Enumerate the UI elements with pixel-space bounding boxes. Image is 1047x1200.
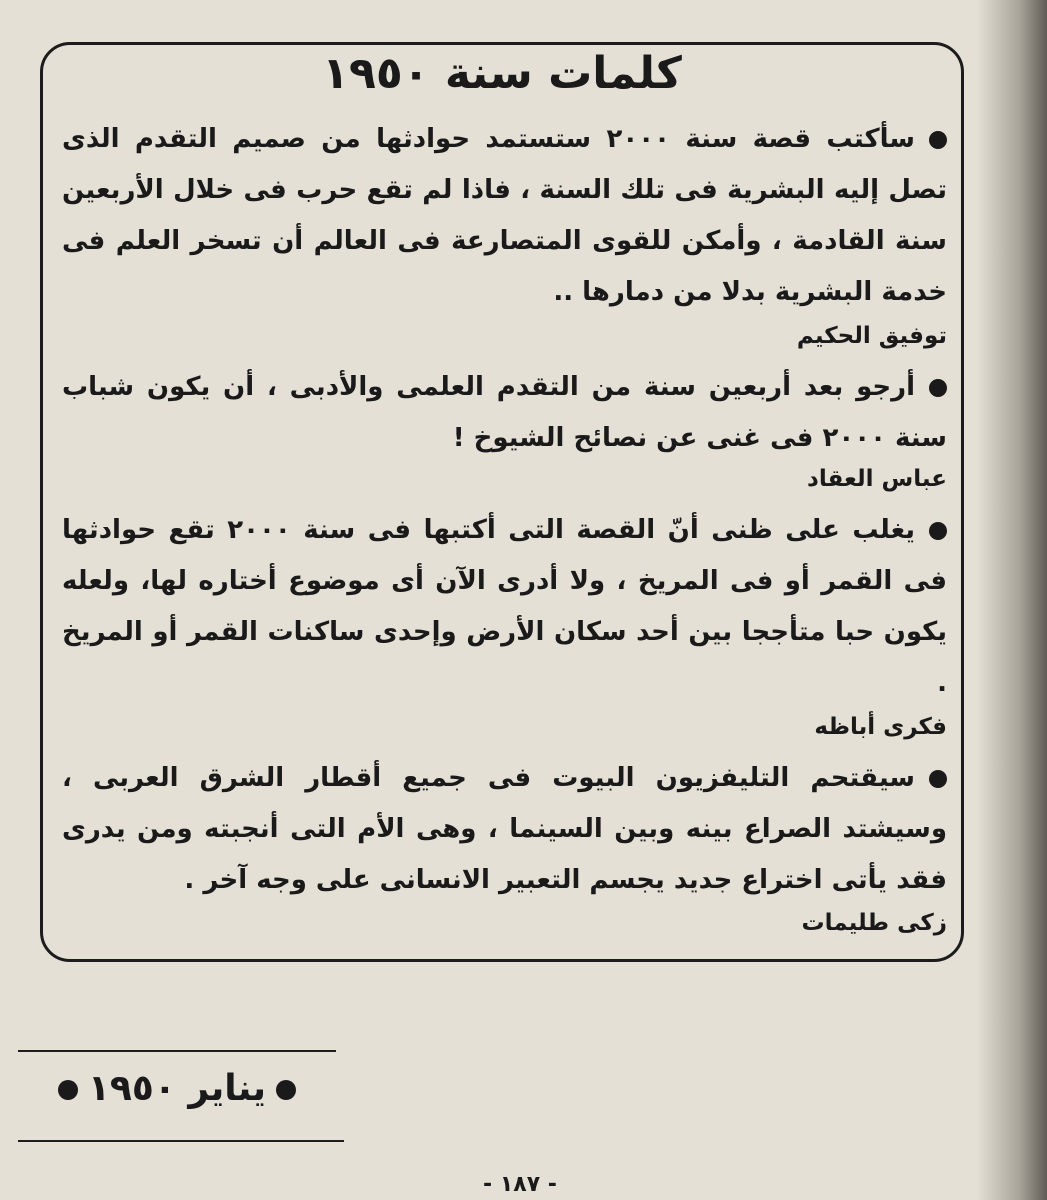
entry-text: سأكتب قصة سنة ٢٠٠٠ ستستمد حوادثها من صميم التقدم الذى تصل إليه البشرية فى تلك السنة ، فاذا لم تقع حرب فى خلال الأربعين سنة القادمة ، وأمكن للقوى المتصارعة فى العالم أن تسخر العلم فى خدمة البشرية بدلا من دمارها .. (62, 124, 947, 307)
entry-text: يغلب على ظنى أنّ القصة التى أكتبها فى سنة ٢٠٠٠ تقع حوادثها فى القمر أو فى المريخ ، ولا أدرى الآن أى موضوع أختاره لها، ولعله يكون حبا متأججا بين أحد سكان الأرض وإحدى ساكنات القمر أو المريخ . (62, 515, 947, 698)
entry-author: عباس العقاد (807, 466, 947, 492)
bullet-icon (276, 1080, 296, 1100)
page-number: - ١٨٧ - (483, 1172, 557, 1197)
bullet-icon (929, 770, 947, 788)
bullet-icon (929, 131, 947, 149)
footer-date: يناير ١٩٥٠ (22, 1068, 332, 1109)
bullet-icon (929, 522, 947, 540)
article-title: كلمات سنة ١٩٥٠ (322, 48, 682, 99)
entry-author: توفيق الحكيم (796, 323, 947, 349)
entry-text: أرجو بعد أربعين سنة من التقدم العلمى والأدبى ، أن يكون شباب سنة ٢٠٠٠ فى غنى عن نصائح الشيوخ ! (62, 372, 947, 453)
bullet-icon (929, 379, 947, 397)
entry-author: زكى طليمات (801, 910, 947, 936)
entry-author: فكرى أباظه (814, 714, 947, 740)
entry-text: سيقتحم التليفزيون البيوت فى جميع أقطار الشرق العربى ، وسيشتد الصراع بينه وبين السينما ، وهى الأم التى أنجبته ومن يدرى فقد يأتى اختراع جديد يجسم التعبير الانسانى على وجه آخر . (62, 763, 947, 895)
footer-rule-bottom (18, 1140, 344, 1142)
footer-rule-top (18, 1050, 336, 1052)
bullet-icon (58, 1080, 78, 1100)
page-edge-shadow (977, 0, 1047, 1200)
